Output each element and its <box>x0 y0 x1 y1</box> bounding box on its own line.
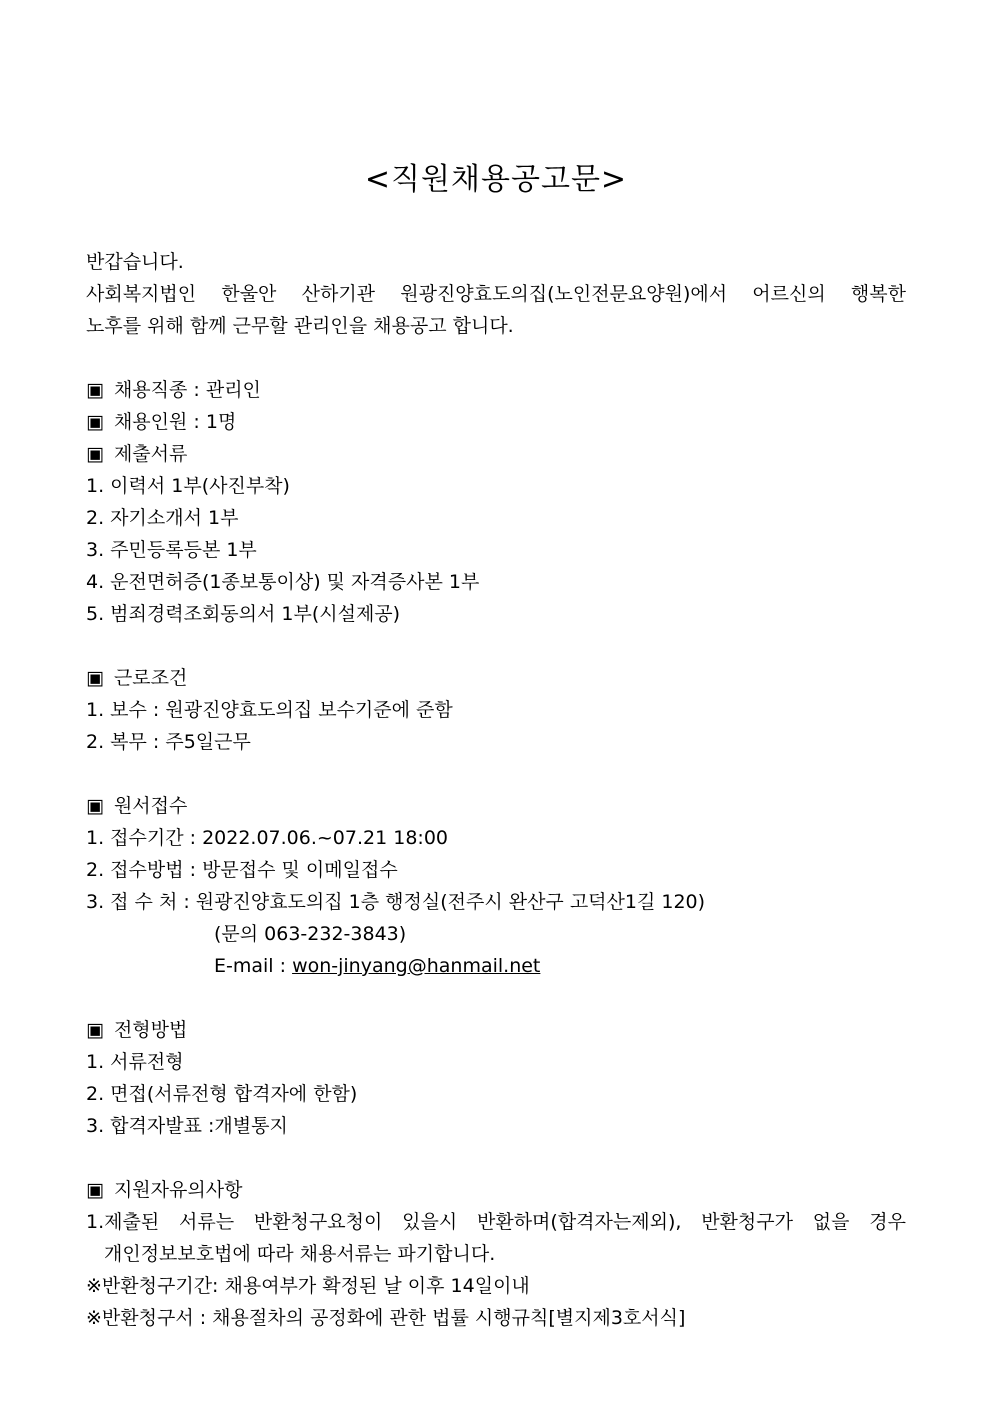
selection-heading: ▣ 전형방법 <box>86 1014 187 1046</box>
list-item: 2. 면접(서류전형 합격자에 한함) <box>86 1083 358 1105</box>
job-count: ▣ 채용인원 : 1명 <box>86 406 236 438</box>
notes-return-period: ※반환청구기간: 채용여부가 확정된 날 이후 14일이내 <box>86 1275 530 1297</box>
contact-email: E-mail : won-jinyang@hanmail.net <box>214 955 541 977</box>
list-item: 5. 범죄경력조회동의서 1부(시설제공) <box>86 603 401 625</box>
square-bullet-icon: ▣ <box>86 443 104 465</box>
greeting: 반갑습니다. <box>86 251 184 273</box>
list-item: 2. 자기소개서 1부 <box>86 507 239 529</box>
square-bullet-icon: ▣ <box>86 411 104 433</box>
list-item: 3. 합격자발표 :개별통지 <box>86 1115 288 1137</box>
list-item: 3. 주민등록등본 1부 <box>86 539 257 561</box>
notes-return-form: ※반환청구서 : 채용절차의 공정화에 관한 법률 시행규칙[별지제3호서식] <box>86 1307 686 1329</box>
list-item: 1. 이력서 1부(사진부착) <box>86 475 290 497</box>
list-item: 2. 접수방법 : 방문접수 및 이메일접수 <box>86 859 398 881</box>
list-item: 4. 운전면허증(1종보통이상) 및 자격증사본 1부 <box>86 571 480 593</box>
notes-heading: ▣ 지원자유의사항 <box>86 1174 242 1206</box>
intro-line-2: 노후를 위해 함께 근무할 관리인을 채용공고 합니다. <box>86 315 514 337</box>
square-bullet-icon: ▣ <box>86 1019 104 1041</box>
contact-phone: (문의 063-232-3843) <box>214 923 407 945</box>
intro-line-1: 사회복지법인 한울안 산하기관 원광진양효도의집(노인전문요양원)에서 어르신의 행복한 <box>86 283 906 305</box>
page-title: <직원채용공고문> <box>364 162 628 197</box>
list-item: 1. 서류전형 <box>86 1051 184 1073</box>
notes-item-1-line-2: 개인정보보호법에 따라 채용서류는 파기합니다. <box>104 1243 496 1265</box>
list-item: 3. 접 수 처 : 원광진양효도의집 1층 행정실(전주시 완산구 고덕산1길 120) <box>86 891 706 913</box>
list-item: 1. 접수기간 : 2022.07.06.~07.21 18:00 <box>86 827 448 849</box>
square-bullet-icon: ▣ <box>86 795 104 817</box>
notes-item-1-line-1: 1.제출된 서류는 반환청구요청이 있을시 반환하며(합격자는제외), 반환청구가 없을 경우 <box>86 1211 906 1233</box>
application-heading: ▣ 원서접수 <box>86 790 187 822</box>
square-bullet-icon: ▣ <box>86 1179 104 1201</box>
email-link[interactable]: won-jinyang@hanmail.net <box>292 955 541 977</box>
list-item: 1. 보수 : 원광진양효도의집 보수기준에 준함 <box>86 699 453 721</box>
square-bullet-icon: ▣ <box>86 379 104 401</box>
conditions-heading: ▣ 근로조건 <box>86 662 187 694</box>
documents-heading: ▣ 제출서류 <box>86 438 187 470</box>
list-item: 2. 복무 : 주5일근무 <box>86 731 251 753</box>
job-type: ▣ 채용직종 : 관리인 <box>86 374 261 406</box>
square-bullet-icon: ▣ <box>86 667 104 689</box>
